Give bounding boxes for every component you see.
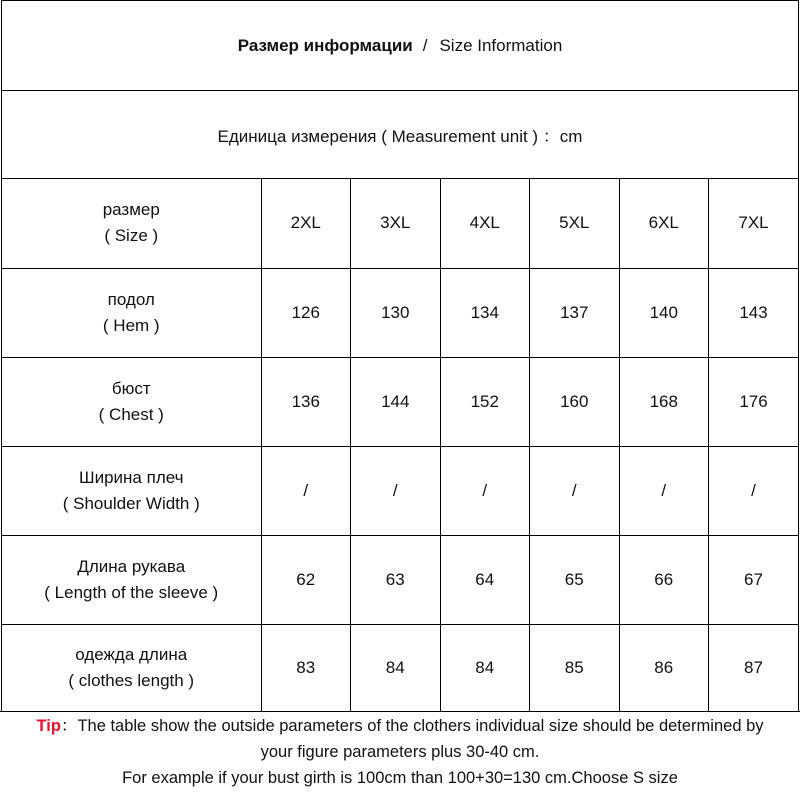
measurement-row-clothes-length	[2, 624, 798, 712]
measurement-value: /	[709, 446, 799, 535]
measurement-unit-text: Единица измерения ( Measurement unit ) ：cm	[217, 127, 583, 146]
measurement-value: 83	[261, 624, 351, 712]
size-table-frame	[1, 0, 799, 711]
measurement-label	[2, 446, 261, 535]
measurement-label-en: ( Chest )	[98, 404, 164, 424]
size-header-cell: 4XL	[440, 179, 530, 268]
measurement-row-chest	[2, 357, 798, 446]
size-header-cell: 6XL	[619, 179, 709, 268]
measurement-label-ru: одежда длина	[75, 645, 188, 665]
measurement-value: 134	[440, 268, 530, 357]
measurement-value: 84	[440, 624, 530, 712]
measurement-value: 67	[709, 535, 799, 624]
measurement-value: 144	[351, 357, 441, 446]
size-header-label	[2, 179, 261, 268]
measurement-value: 85	[530, 624, 620, 712]
measurement-value: 143	[709, 268, 799, 357]
measurement-value: 87	[744, 658, 763, 678]
measurement-value: 137	[530, 268, 620, 357]
measurement-label-en: ( Shoulder Width )	[62, 493, 200, 513]
measurement-value: 152	[440, 357, 530, 446]
measurement-unit-row	[2, 91, 798, 179]
measurement-label	[2, 268, 261, 357]
measurement-value: 65	[530, 535, 620, 624]
measurement-label-en: ( Length of the sleeve )	[44, 582, 219, 602]
measurement-value: 126	[261, 268, 351, 357]
tip-line-1	[0, 713, 800, 739]
title-separator: /	[422, 35, 428, 55]
measurement-label-en: ( clothes length )	[68, 671, 195, 691]
measurement-label-en: ( Hem )	[102, 315, 160, 335]
tip-text-1: ：The table show the outside parameters of the clothers individual size should be determined by	[60, 717, 764, 735]
measurement-label-ru: подол	[107, 289, 155, 309]
measurement-value: 160	[530, 357, 620, 446]
measurement-value: 130	[351, 268, 441, 357]
size-header-cell: 2XL	[261, 179, 351, 268]
measurement-value: 64	[440, 535, 530, 624]
size-header-row	[2, 179, 798, 268]
measurement-value: /	[261, 446, 351, 535]
measurement-value: /	[530, 446, 620, 535]
title-ru: Размер информации	[237, 35, 413, 55]
tip-line-3: For example if your bust girth is 100cm than 100+30=130 cm.Choose S size	[122, 769, 678, 787]
title-en: Size Information	[439, 35, 563, 55]
measurement-value: 168	[619, 357, 709, 446]
measurement-value: 136	[261, 357, 351, 446]
size-label-en: ( Size )	[104, 226, 159, 246]
size-label-ru: размер	[102, 200, 160, 220]
size-header-cell: 5XL	[530, 179, 620, 268]
size-header-cell: 3XL	[351, 179, 441, 268]
size-table	[2, 179, 798, 712]
size-header-cell: 7XL	[709, 179, 799, 268]
tip-note	[0, 711, 800, 800]
measurement-label	[2, 357, 261, 446]
measurement-row-hem	[2, 268, 798, 357]
measurement-row-length-of-the-sleeve	[2, 535, 798, 624]
tip-label: Tip	[36, 717, 61, 735]
measurement-label-ru: бюст	[111, 378, 151, 398]
measurement-row-shoulder-width	[2, 446, 798, 535]
measurement-value: 66	[619, 535, 709, 624]
measurement-value: 140	[619, 268, 709, 357]
measurement-value: 176	[709, 357, 799, 446]
measurement-value: 84	[351, 624, 441, 712]
measurement-value: /	[619, 446, 709, 535]
measurement-label-ru: Длина рукава	[77, 556, 186, 576]
measurement-label	[2, 535, 261, 624]
measurement-value: /	[351, 446, 441, 535]
measurement-label-ru: Ширина плеч	[79, 467, 184, 487]
tip-line-2: your figure parameters plus 30-40 cm.	[260, 743, 540, 761]
measurement-value: /	[440, 446, 530, 535]
title-row	[2, 1, 798, 91]
measurement-label	[2, 624, 261, 712]
measurement-value: 86	[619, 624, 709, 712]
measurement-value: 63	[351, 535, 441, 624]
measurement-value: 62	[261, 535, 351, 624]
